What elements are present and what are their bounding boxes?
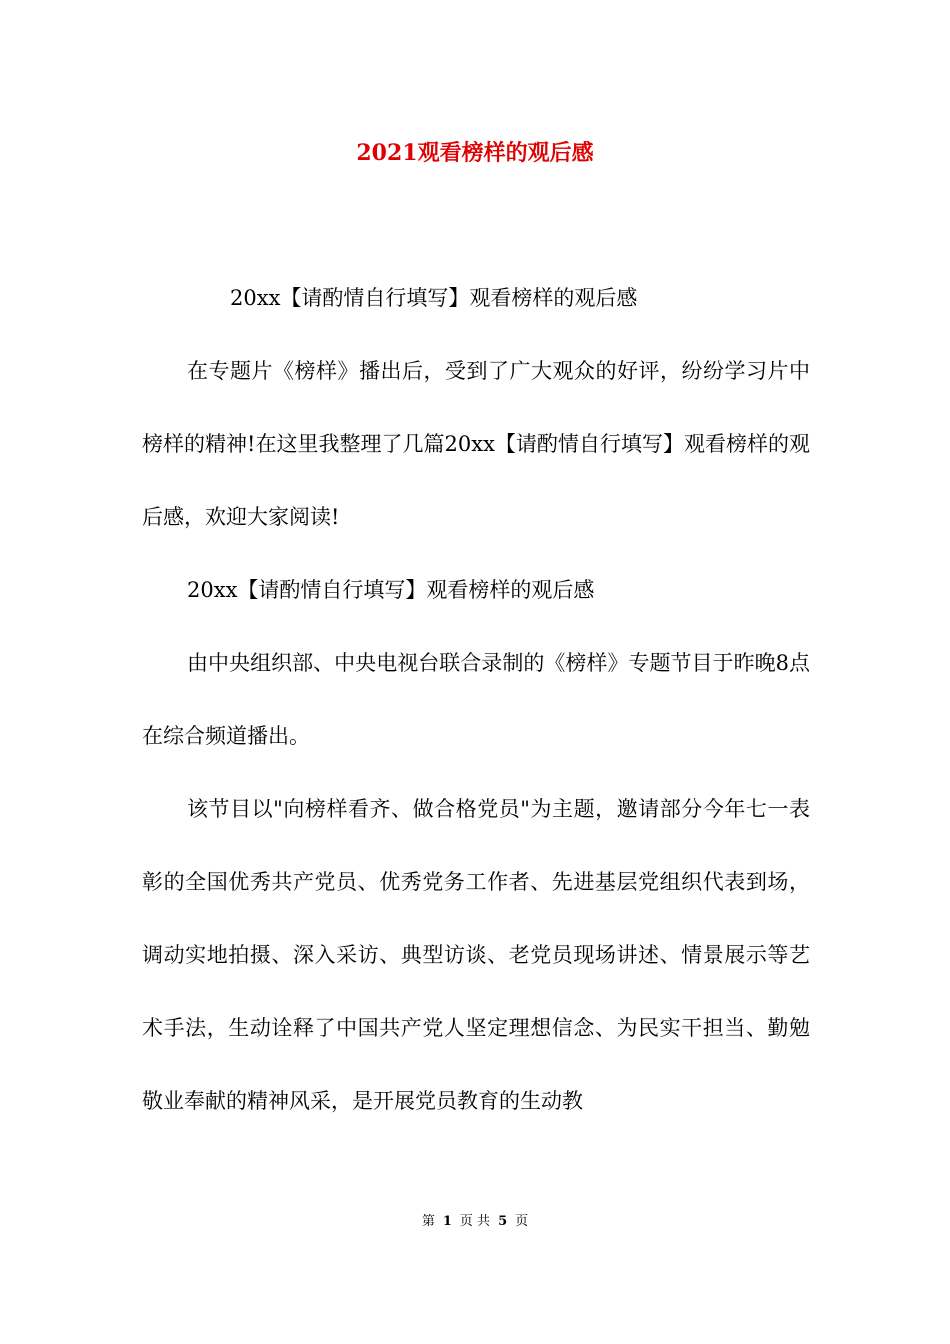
paragraph-broadcast: 由中央组织部、中央电视台联合录制的《榜样》专题节目于昨晚8点在综合频道播出。: [142, 651, 810, 748]
document-title: 2021观看榜样的观后感: [356, 140, 594, 166]
paragraph-subheading: 20xx【请酌情自行填写】观看榜样的观后感: [230, 286, 638, 310]
page-footer: [0, 1210, 950, 1229]
paragraph-theme: 该节目以"向榜样看齐、做合格党员"为主题，邀请部分今年七一表彰的全国优秀共产党员、优秀党务工作者、先进基层党组织代表到场，调动实地拍摄、深入采访、典型访谈、老党员现场讲述、情景展示等艺术手法，生动诠释了中国共产党人坚定理想信念、为民实干担当、勤勉敬业奉献的精神风采，是开展党员教育的生动教: [142, 797, 810, 1113]
footer-mid: 页 共: [459, 1214, 491, 1229]
footer-current-page: 1: [442, 1214, 452, 1229]
paragraph-subheading-2: 20xx【请酌情自行填写】观看榜样的观后感: [187, 578, 595, 602]
footer-total-pages: 5: [498, 1214, 508, 1229]
footer-suffix: 页: [515, 1214, 529, 1229]
document-body: [142, 262, 810, 1138]
paragraph-intro: 在专题片《榜样》播出后，受到了广大观众的好评，纷纷学习片中榜样的精神!在这里我整理了几篇20xx【请酌情自行填写】观看榜样的观后感，欢迎大家阅读!: [142, 359, 810, 529]
footer-prefix: 第: [421, 1214, 435, 1229]
